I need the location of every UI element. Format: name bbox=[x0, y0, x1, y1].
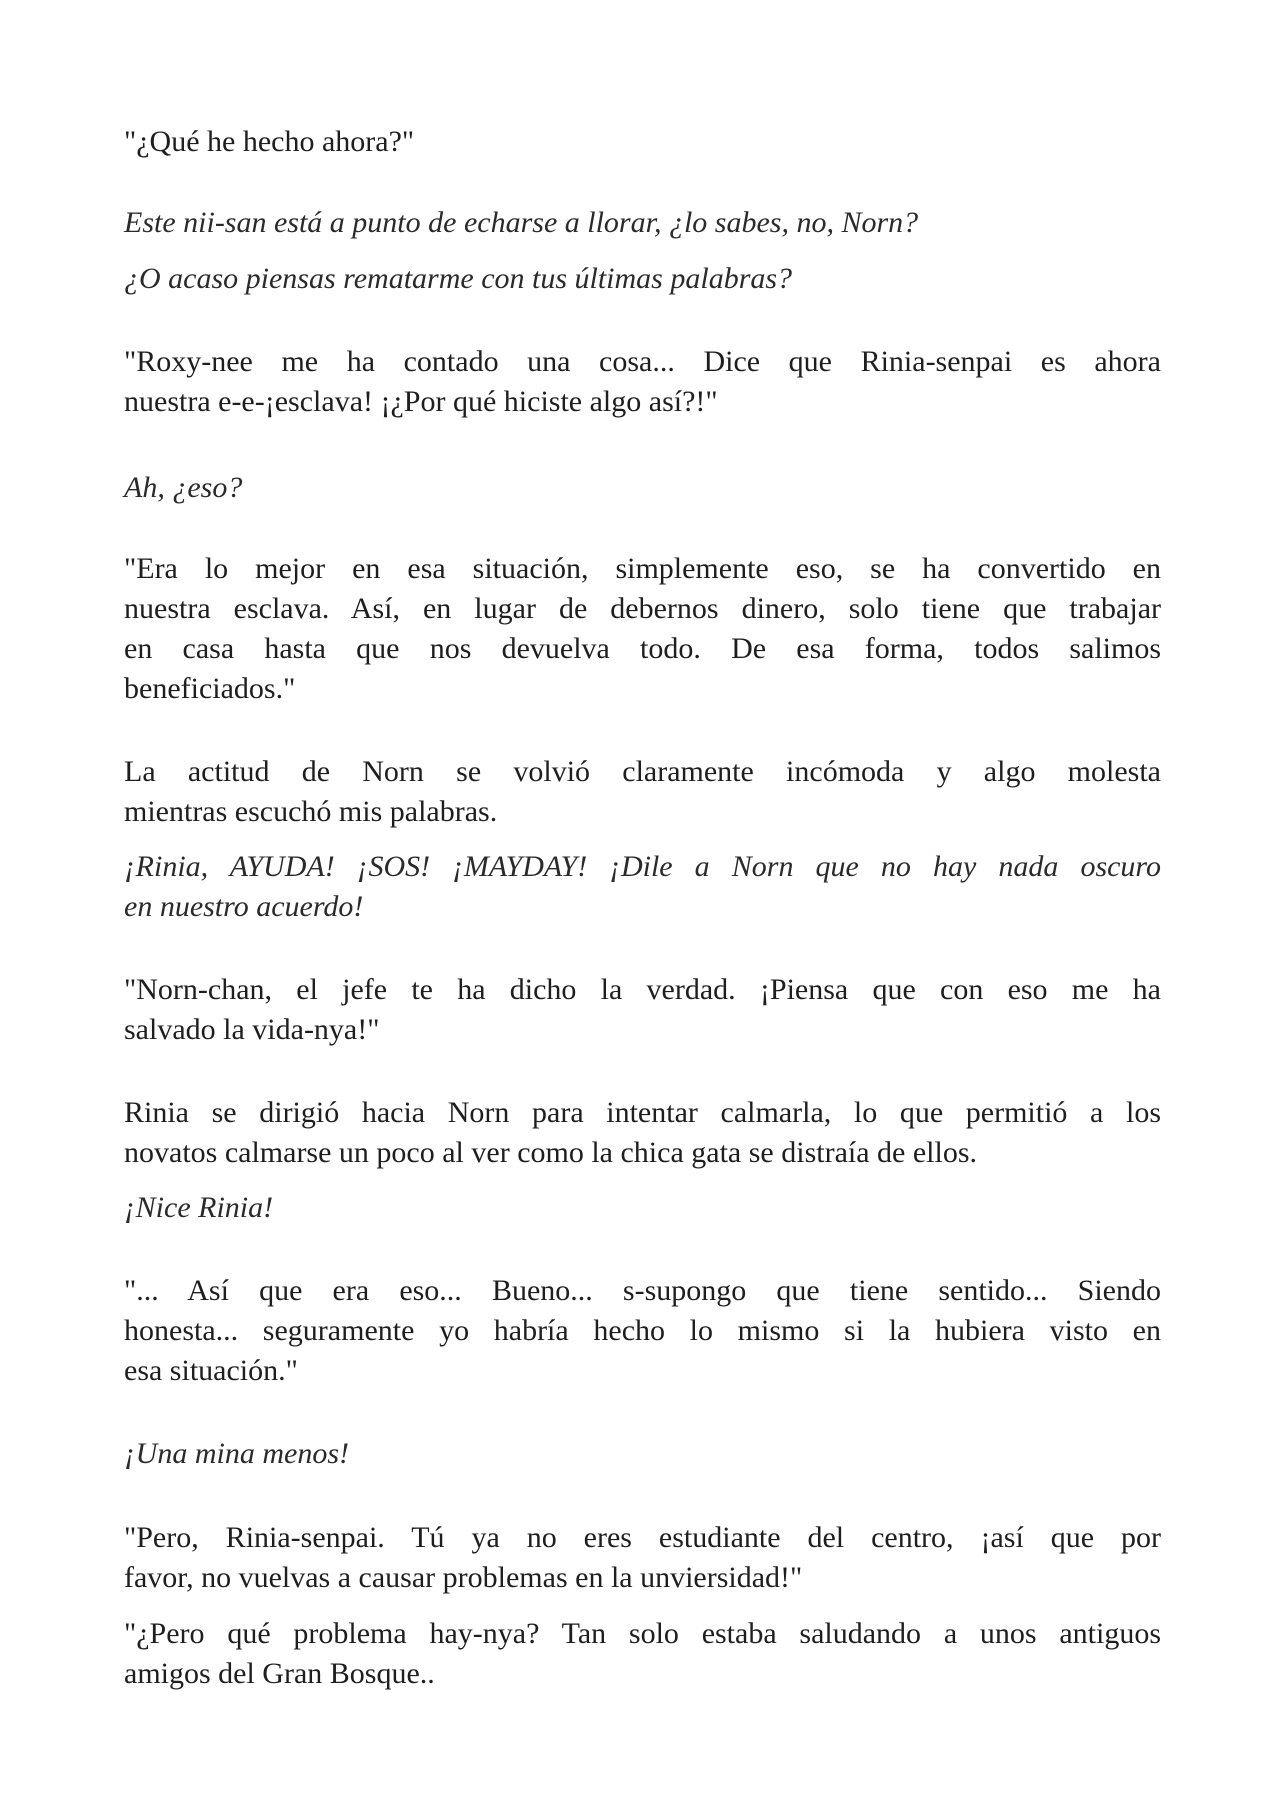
text-line: ¡Nice Rinia! bbox=[124, 1191, 274, 1224]
text-line: Ah, ¿eso? bbox=[124, 471, 243, 504]
text-line: en casa hasta que nos devuelva todo. De esa forma, todos salimos bbox=[124, 632, 1161, 665]
text-line: Este nii-san está a punto de echarse a llorar, ¿lo sabes, no, Norn? bbox=[124, 206, 919, 239]
text-line: "Pero, Rinia-senpai. Tú ya no eres estudiante del centro, ¡así que por bbox=[124, 1521, 1161, 1554]
text-line: honesta... seguramente yo habría hecho lo mismo si la hubiera visto en bbox=[124, 1314, 1161, 1347]
text-line: esa situación." bbox=[124, 1354, 298, 1387]
text-line: "Norn-chan, el jefe te ha dicho la verdad. ¡Piensa que con eso me ha bbox=[124, 973, 1161, 1006]
text-line: ¡Rinia, AYUDA! ¡SOS! ¡MAYDAY! ¡Dile a Norn que no hay nada oscuro bbox=[124, 850, 1161, 883]
text-line: "... Así que era eso... Bueno... s-supongo que tiene sentido... Siendo bbox=[124, 1274, 1161, 1307]
text-line: amigos del Gran Bosque.. bbox=[124, 1657, 435, 1690]
text-line: ¿O acaso piensas rematarme con tus últimas palabras? bbox=[124, 262, 793, 295]
text-line: mientras escuchó mis palabras. bbox=[124, 795, 498, 828]
text-line: novatos calmarse un poco al ver como la chica gata se distraía de ellos. bbox=[124, 1136, 978, 1169]
text-line: nuestra e-e-¡esclava! ¡¿Por qué hiciste algo así?!" bbox=[124, 385, 718, 418]
text-line: "Roxy-nee me ha contado una cosa... Dice que Rinia-senpai es ahora bbox=[124, 345, 1161, 378]
text-line: Rinia se dirigió hacia Norn para intentar calmarla, lo que permitió a los bbox=[124, 1096, 1161, 1129]
text-line: en nuestro acuerdo! bbox=[124, 890, 364, 923]
text-line: La actitud de Norn se volvió claramente incómoda y algo molesta bbox=[124, 755, 1161, 788]
text-line: "Era lo mejor en esa situación, simplemente eso, se ha convertido en bbox=[124, 552, 1161, 585]
text-line: nuestra esclava. Así, en lugar de debernos dinero, solo tiene que trabajar bbox=[124, 592, 1161, 625]
text-line: ¡Una mina menos! bbox=[124, 1437, 349, 1470]
text-line: "¿Pero qué problema hay-nya? Tan solo estaba saludando a unos antiguos bbox=[124, 1617, 1161, 1650]
text-line: beneficiados." bbox=[124, 672, 296, 705]
text-line: favor, no vuelvas a causar problemas en la unviersidad!" bbox=[124, 1561, 803, 1594]
text-line: salvado la vida-nya!" bbox=[124, 1013, 380, 1046]
text-line: "¿Qué he hecho ahora?" bbox=[124, 125, 415, 158]
